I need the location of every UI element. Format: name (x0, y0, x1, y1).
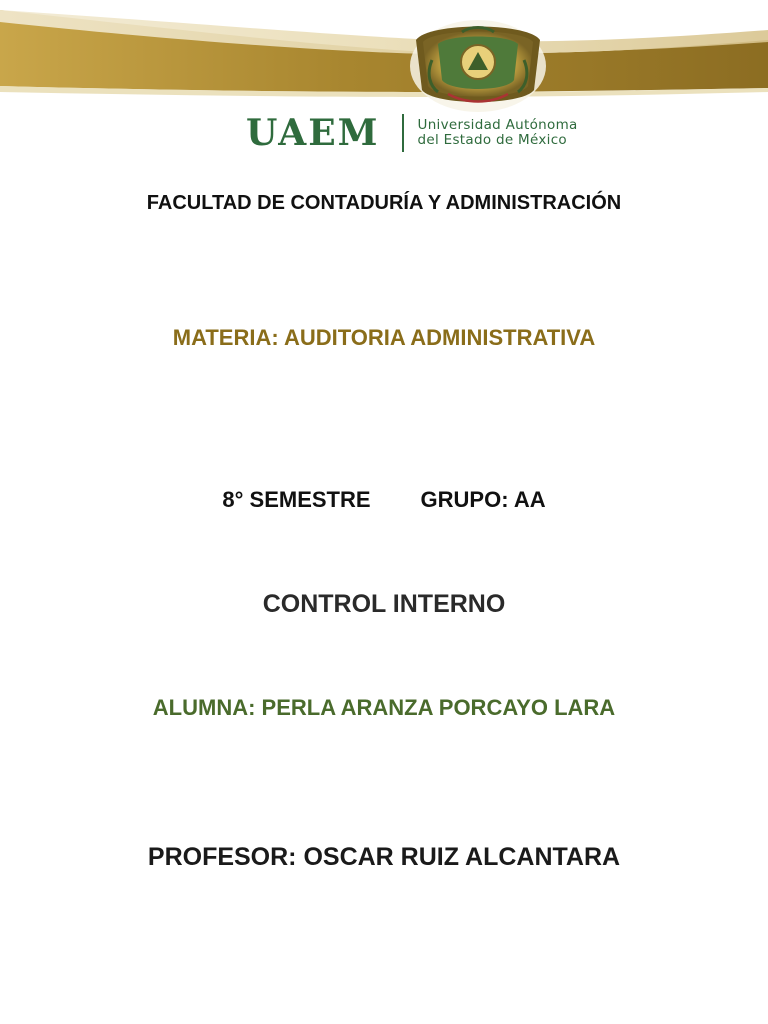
subject-line: MATERIA: AUDITORIA ADMINISTRATIVA (172, 325, 596, 350)
brand-divider (402, 114, 404, 152)
document-title: CONTROL INTERNO (262, 590, 506, 618)
university-name (418, 118, 578, 148)
group-label: GRUPO: AA (420, 487, 546, 512)
student-name: ALUMNA: PERLA ARANZA PORCAYO LARA (152, 695, 616, 720)
university-name-line2: del Estado de México (417, 132, 567, 148)
university-name-line1: Universidad Autónoma (417, 117, 578, 133)
uaem-wordmark: UAEM (246, 112, 380, 154)
gold-swoosh (0, 10, 768, 97)
university-brand (246, 108, 578, 158)
university-seal-icon (410, 20, 546, 112)
semester-label: 8° SEMESTRE (222, 487, 371, 512)
professor-name: PROFESOR: OSCAR RUIZ ALCANTARA (147, 843, 621, 871)
faculty-name: FACULTAD DE CONTADURÍA Y ADMINISTRACIÓN (146, 192, 622, 214)
header-banner (0, 0, 768, 112)
semester-group-row (0, 487, 768, 513)
